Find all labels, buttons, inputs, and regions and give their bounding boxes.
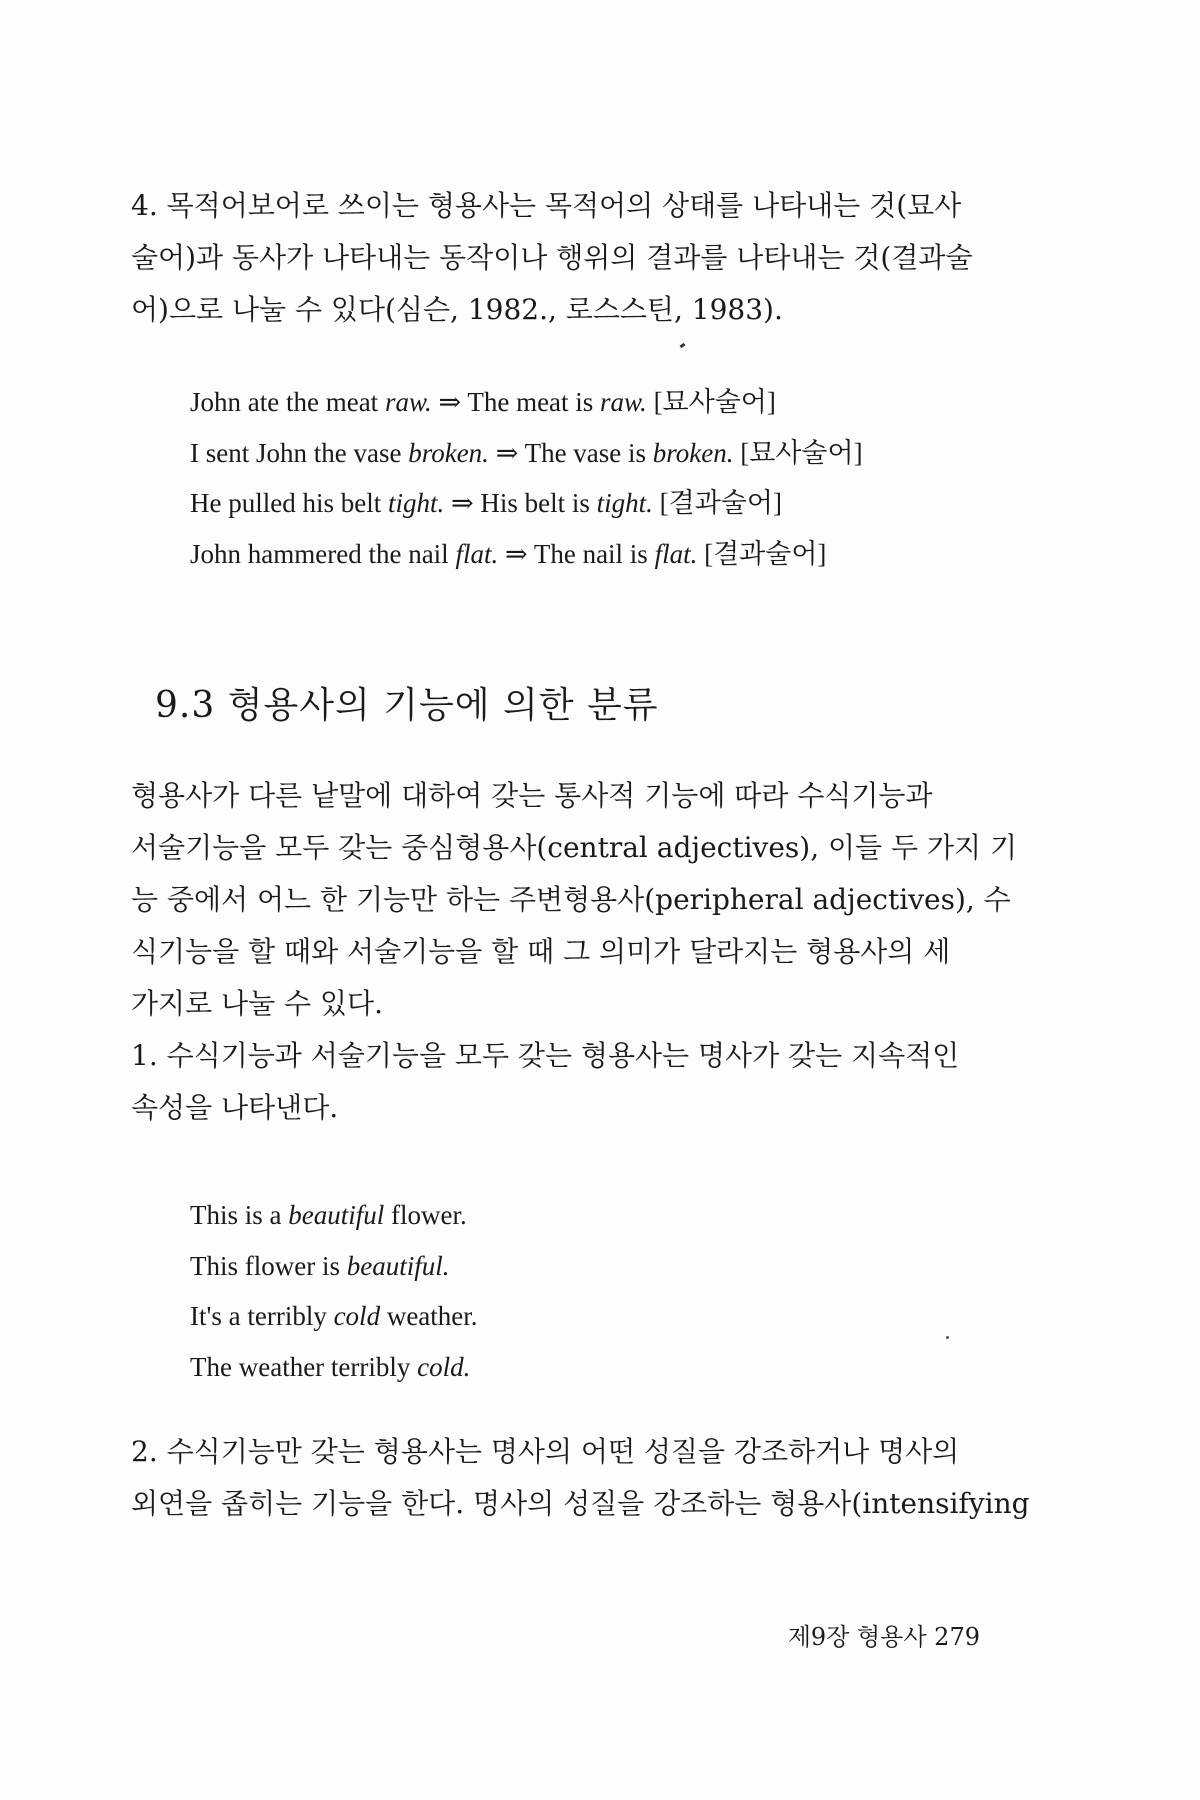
paragraph-intro	[131, 770, 1017, 1030]
example-sentence: John ate the meat raw. ⇒ The meat is raw. [묘사술어]	[190, 387, 776, 417]
text-line: 능 중에서 어느 한 기능만 하는 주변형용사(peripheral adjectives), 수	[131, 883, 1011, 916]
page-footer: 제9장 형용사 279	[787, 1623, 980, 1651]
text-line: 속성을 나타낸다.	[131, 1091, 339, 1124]
text-line: 2. 수식기능만 갖는 형용사는 명사의 어떤 성질을 강조하거나 명사의	[131, 1435, 960, 1468]
example-list-predicates	[190, 377, 990, 579]
example-sentence: I sent John the vase broken. ⇒ The vase is broken. [묘사술어]	[190, 437, 863, 468]
text-line: 술어)과 동사가 나타내는 동작이나 행위의 결과를 나타내는 것(결과술	[131, 241, 973, 274]
text-line: 서술기능을 모두 갖는 중심형용사(central adjectives), 이들 두 가지 기	[131, 831, 1017, 864]
text-line: 외연을 좁히는 기능을 한다. 명사의 성질을 강조하는 형용사(intensifying	[131, 1487, 1030, 1520]
stray-mark	[680, 343, 686, 348]
text-line: 1. 수식기능과 서술기능을 모두 갖는 형용사는 명사가 갖는 지속적인	[131, 1039, 960, 1072]
text-line: 어)으로 나눌 수 있다(심슨, 1982., 로스스틴, 1983).	[131, 293, 783, 326]
example-sentence: John hammered the nail flat. ⇒ The nail is flat. [결과술어]	[190, 538, 827, 569]
text-line: 가지로 나눌 수 있다.	[131, 987, 383, 1020]
paragraph-point-1	[131, 1030, 1011, 1134]
example-sentence: The weather terribly cold.	[190, 1351, 471, 1382]
stray-dot	[946, 1336, 949, 1339]
paragraph-object-complement	[131, 180, 1011, 336]
text-line: 4. 목적어보어로 쓰이는 형용사는 목적어의 상태를 나타내는 것(묘사	[131, 189, 962, 222]
example-sentence: It's a terribly cold weather.	[190, 1301, 478, 1331]
example-sentence: This is a beautiful flower.	[190, 1200, 467, 1230]
section-heading: 9.3 형용사의 기능에 의한 분류	[155, 685, 659, 726]
paragraph-point-2	[131, 1426, 1030, 1530]
example-sentence: This flower is beautiful.	[190, 1250, 450, 1281]
text-line: 식기능을 할 때와 서술기능을 할 때 그 의미가 달라지는 형용사의 세	[131, 935, 951, 968]
text-line: 형용사가 다른 낱말에 대하여 갖는 통사적 기능에 따라 수식기능과	[131, 779, 933, 812]
example-list-central	[190, 1190, 990, 1392]
example-sentence: He pulled his belt tight. ⇒ His belt is tight. [결과술어]	[190, 488, 782, 518]
